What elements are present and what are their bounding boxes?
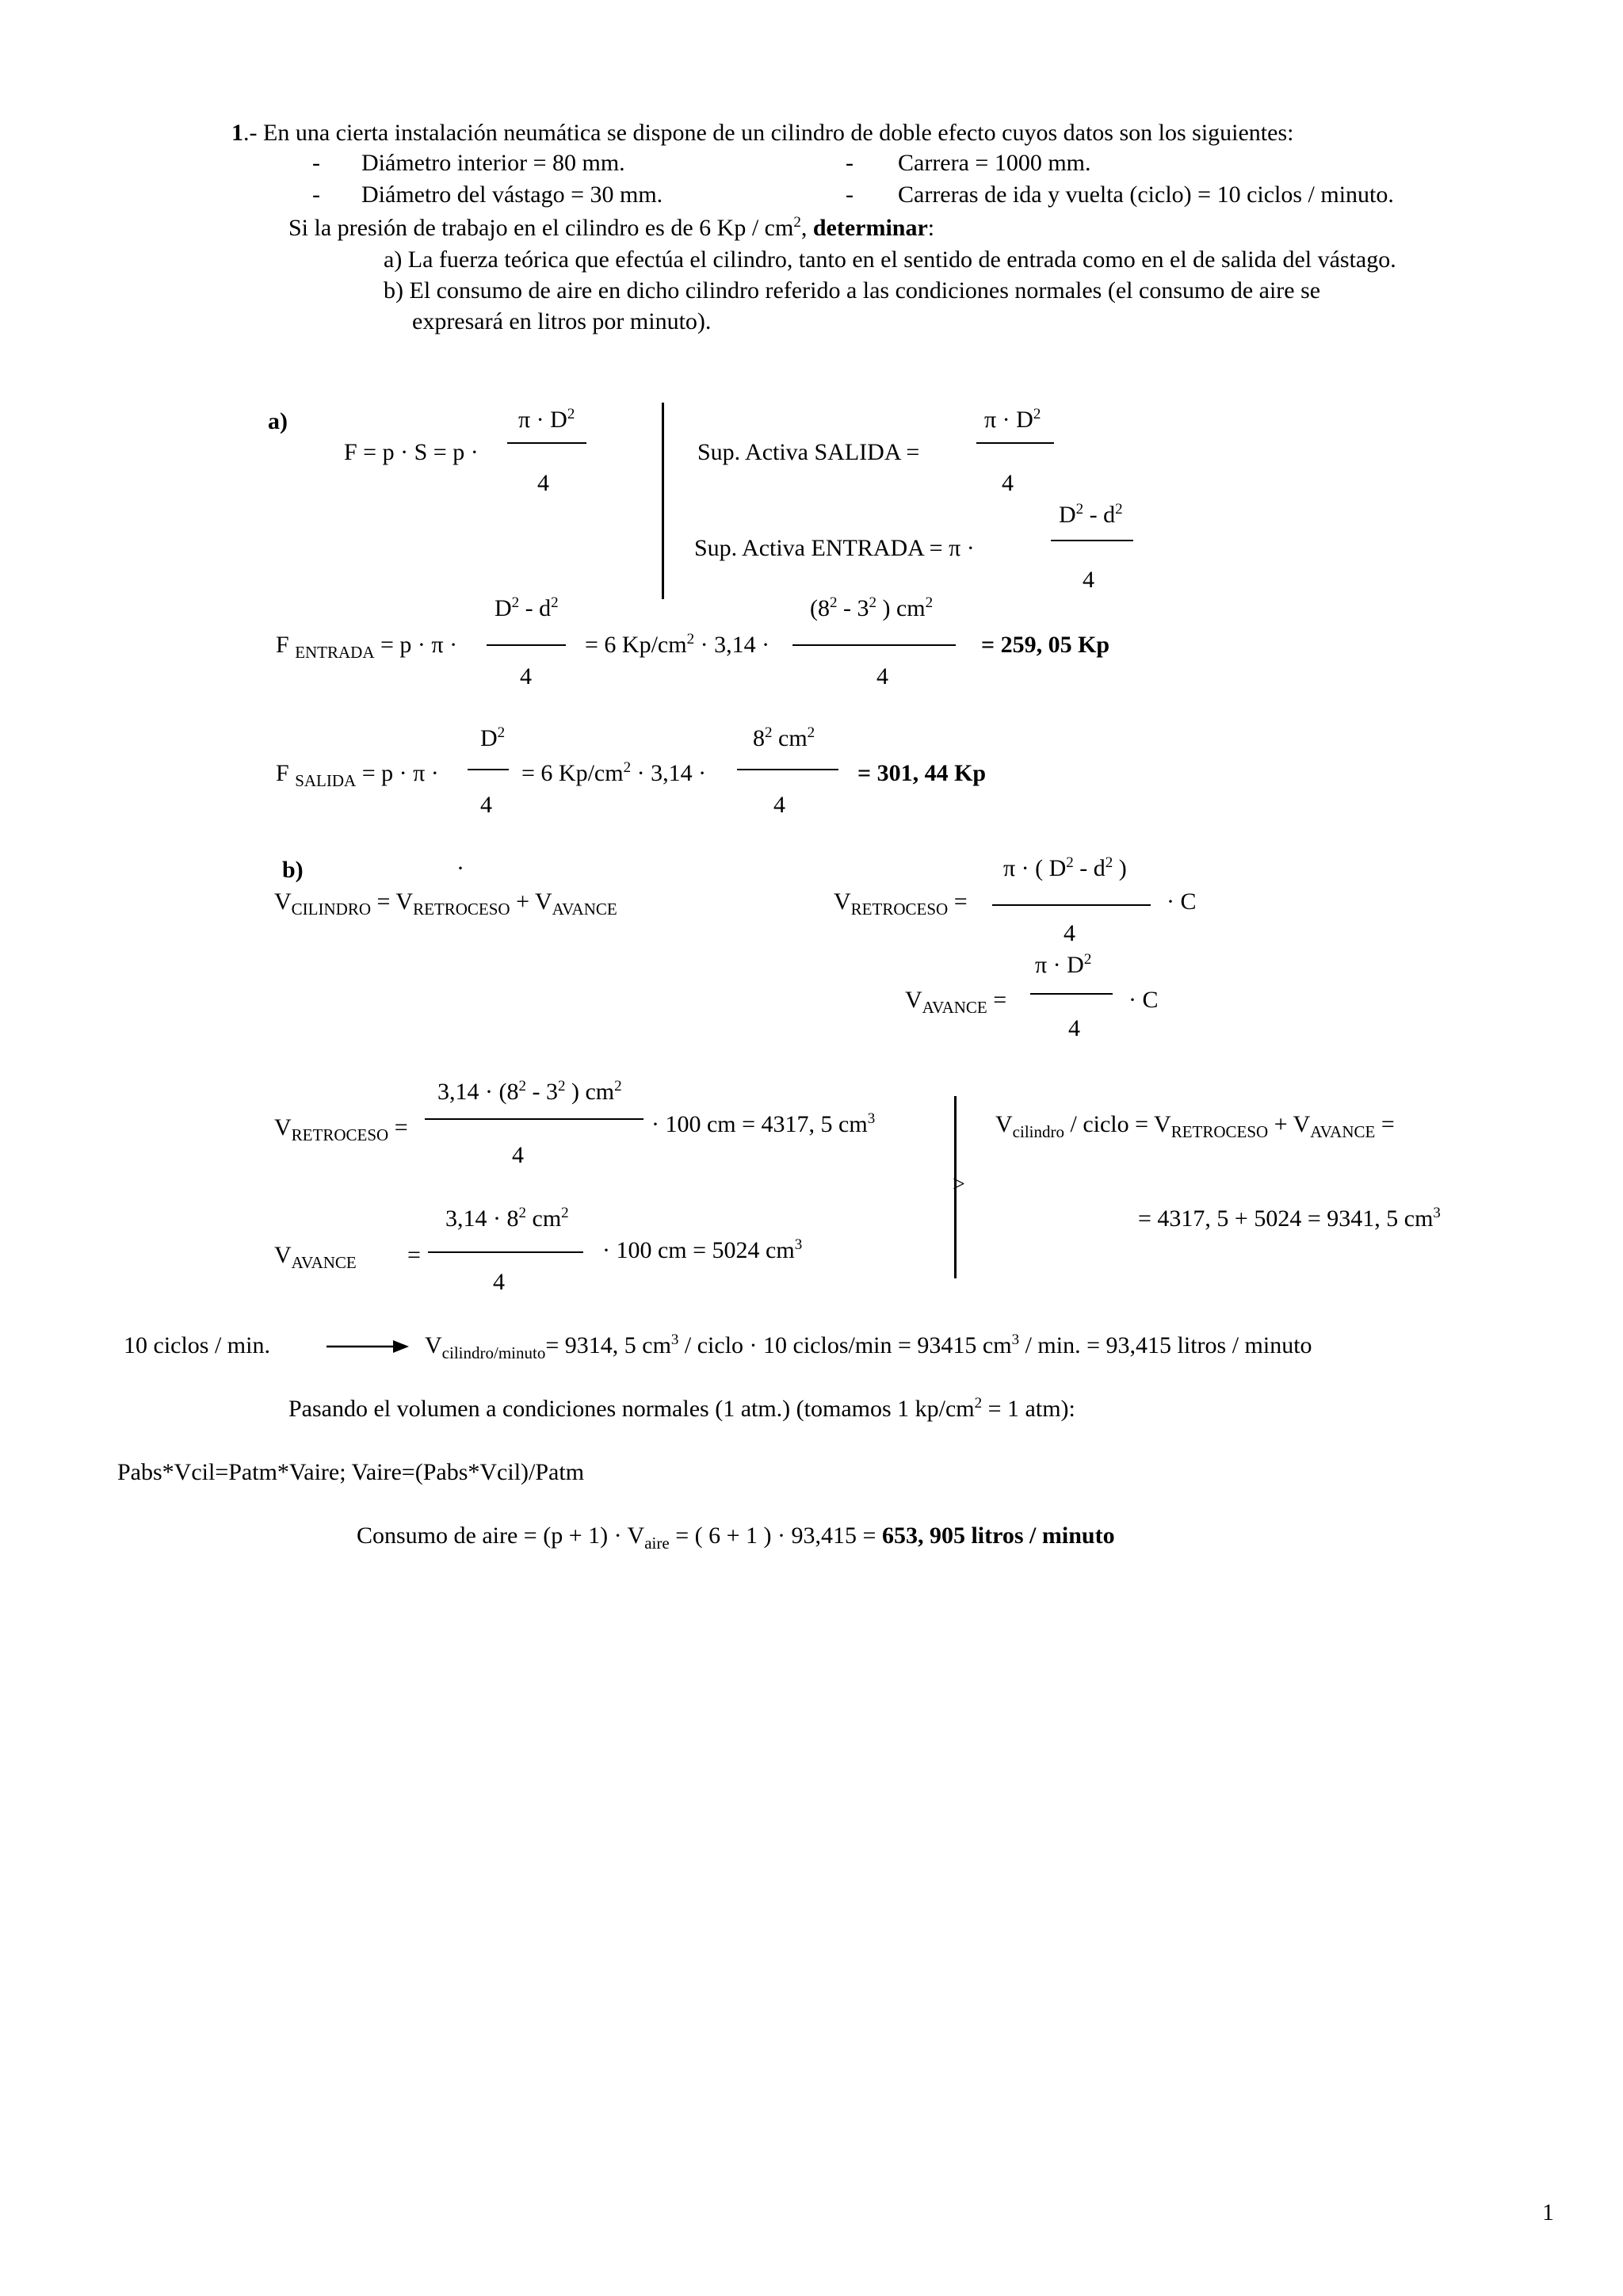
fraction-bar bbox=[487, 644, 566, 646]
v-retroceso-lhs: $V_{RETROCESO}$ = bbox=[834, 888, 968, 919]
problem-statement: 1.- En una cierta instalación neumática se dispone de un cilindro de doble efecto cuyos datos son los siguientes: bbox=[231, 120, 1294, 146]
fraction-bar bbox=[507, 442, 586, 444]
fraction-bar bbox=[737, 769, 838, 770]
v-avance-lhs: $V_{AVANCE}$ = bbox=[905, 987, 1007, 1017]
fraction-bar bbox=[992, 904, 1151, 906]
data-diametro-interior: Diámetro interior = 80 mm. bbox=[361, 150, 625, 176]
question-b-line2: expresará en litros por minuto). bbox=[412, 308, 712, 334]
sup-activa-salida: Sup. Activa SALIDA = bbox=[697, 439, 920, 465]
sup-salida-numerator: $\pi \cdot D^2$ bbox=[984, 406, 1041, 433]
f-salida-values-denominator: 4 bbox=[773, 792, 785, 818]
v-cilindro-equation: $V_{CILINDRO} = V_{RETROCESO} + V_{AVANCE}$ bbox=[274, 888, 617, 919]
f-salida-substitution: = 6 $Kp/cm^2 \cdot 3,14$ · bbox=[521, 759, 707, 786]
fraction-bar bbox=[792, 644, 956, 646]
bracket-angle: > bbox=[953, 1172, 965, 1197]
v-retroceso-calc-result: · 100 cm = 4317, 5 $cm^3$ bbox=[651, 1110, 876, 1137]
pressure-statement: Si la presión de trabajo en el cilindro es de 6 Kp / $cm^2$, determinar: bbox=[288, 214, 935, 241]
f-entrada-lhs: F $_{ENTRADA}$ = p · π · bbox=[276, 632, 458, 662]
fraction-bar bbox=[976, 442, 1054, 444]
pabs-formula: Pabs*Vcil=Patm*Vaire; Vaire=(Pabs*Vcil)/Patm bbox=[117, 1459, 585, 1485]
force-formula-lhs: F = p · S = p · bbox=[344, 439, 479, 465]
v-retroceso-calc-numerator: $3,14 \cdot (8^2 - 3^2$ ) $cm^2$ bbox=[437, 1078, 622, 1105]
f-entrada-substitution: = 6 $Kp/cm^2 \cdot 3,14$ · bbox=[585, 631, 770, 658]
f-entrada-values-numerator: ($8^2 - 3^2$ ) $cm^2$ bbox=[810, 594, 934, 621]
v-avance-calc-denominator: 4 bbox=[493, 1269, 505, 1295]
v-avance-calc-numerator: $3,14 \cdot 8^2$ $cm^2$ bbox=[445, 1205, 569, 1232]
data-carrera: Carrera = 1000 mm. bbox=[898, 150, 1091, 176]
v-cilindro-ciclo-result: = 4317, 5 + 5024 = 9341, 5 $cm^3$ bbox=[1138, 1205, 1441, 1232]
force-denominator: 4 bbox=[537, 470, 549, 496]
f-entrada-values-denominator: 4 bbox=[876, 663, 888, 690]
ciclos-per-min-label: 10 ciclos / min. bbox=[124, 1332, 270, 1358]
fraction-bar bbox=[428, 1251, 583, 1253]
v-retroceso-denominator: 4 bbox=[1064, 920, 1075, 946]
question-a: a) La fuerza teórica que efectúa el cilindro, tanto en el sentido de entrada como en el de salida del vástago. bbox=[384, 246, 1396, 273]
f-entrada-denominator: 4 bbox=[520, 663, 532, 690]
fraction-bar bbox=[1030, 993, 1113, 995]
fraction-bar bbox=[425, 1118, 643, 1120]
v-cilindro-minuto-calc: $V_{cilindro/minuto}= 9314$, 5 $cm^3$ / ciclo · 10 ciclos/min = 93415 $cm^3$ / min. = 93,415 litros / minuto bbox=[425, 1331, 1312, 1362]
f-entrada-result: = 259, 05 Kp bbox=[981, 632, 1110, 658]
v-avance-times-c: · C bbox=[1128, 987, 1159, 1013]
part-a-label: a) bbox=[268, 408, 288, 434]
v-cilindro-ciclo-equation: $V_{cilindro}$ / ciclo = $V_{RETROCESO} + V_{AVANCE}$ = bbox=[995, 1111, 1395, 1141]
fraction-bar bbox=[468, 769, 509, 770]
sup-entrada-numerator: $D^2 - d^2$ bbox=[1059, 501, 1123, 528]
v-avance-numerator: $\pi \cdot D^2$ bbox=[1035, 951, 1092, 978]
force-numerator: $\pi \cdot D^2$ bbox=[518, 406, 575, 433]
normal-conditions-text: Pasando el volumen a condiciones normales (1 atm.) (tomamos 1 $kp/cm^2 = 1$ atm): bbox=[288, 1395, 1075, 1422]
sup-activa-entrada: Sup. Activa ENTRADA = π · bbox=[694, 535, 975, 561]
dot-mark: · bbox=[456, 855, 464, 881]
v-avance-calc-result: · 100 cm = 5024 $cm^3$ bbox=[602, 1236, 803, 1263]
part-b-label: b) bbox=[282, 857, 304, 883]
v-retroceso-times-c: · C bbox=[1167, 888, 1197, 915]
v-avance-denominator: 4 bbox=[1068, 1015, 1080, 1041]
sup-salida-denominator: 4 bbox=[1002, 470, 1014, 496]
f-salida-denominator: 4 bbox=[480, 792, 492, 818]
f-salida-numerator: $D^2$ bbox=[480, 724, 506, 751]
data-ciclos: Carreras de ida y vuelta (ciclo) = 10 ciclos / minuto. bbox=[898, 181, 1394, 208]
f-entrada-numerator: $D^2 - d^2$ bbox=[495, 594, 559, 621]
data-bullet: - bbox=[312, 150, 320, 176]
page-number: 1 bbox=[1542, 2199, 1554, 2225]
v-retroceso-numerator: π · ( $D^2 - d^2$ ) bbox=[1003, 854, 1127, 881]
v-avance-calc-eq: = bbox=[407, 1242, 421, 1268]
arrow-icon bbox=[327, 1338, 411, 1355]
data-bullet: - bbox=[846, 150, 854, 176]
data-bullet: - bbox=[312, 181, 320, 208]
f-salida-result: = 301, 44 Kp bbox=[857, 760, 987, 786]
data-diametro-vastago: Diámetro del vástago = 30 mm. bbox=[361, 181, 663, 208]
v-retroceso-calc-lhs: $V_{RETROCESO}$ = bbox=[274, 1114, 408, 1144]
sup-entrada-denominator: 4 bbox=[1083, 567, 1094, 593]
v-avance-calc-lhs: $V_{AVANCE}$ bbox=[274, 1242, 357, 1272]
data-bullet: - bbox=[846, 181, 854, 208]
f-salida-values-numerator: $8^2$ $cm^2$ bbox=[753, 724, 815, 751]
question-b-line1: b) El consumo de aire en dicho cilindro referido a las condiciones normales (el consumo de aire se bbox=[384, 277, 1321, 304]
divider-line bbox=[662, 403, 664, 599]
v-retroceso-calc-denominator: 4 bbox=[512, 1142, 524, 1168]
f-salida-lhs: F $_{SALIDA}$ = p · π · bbox=[276, 760, 439, 790]
consumo-aire-formula: Consumo de aire = $(p + 1) \cdot V_{aire}$ = ( 6 + 1 ) · 93,415 = 653, 905 litros / minuto bbox=[357, 1522, 1115, 1553]
fraction-bar bbox=[1051, 540, 1133, 541]
